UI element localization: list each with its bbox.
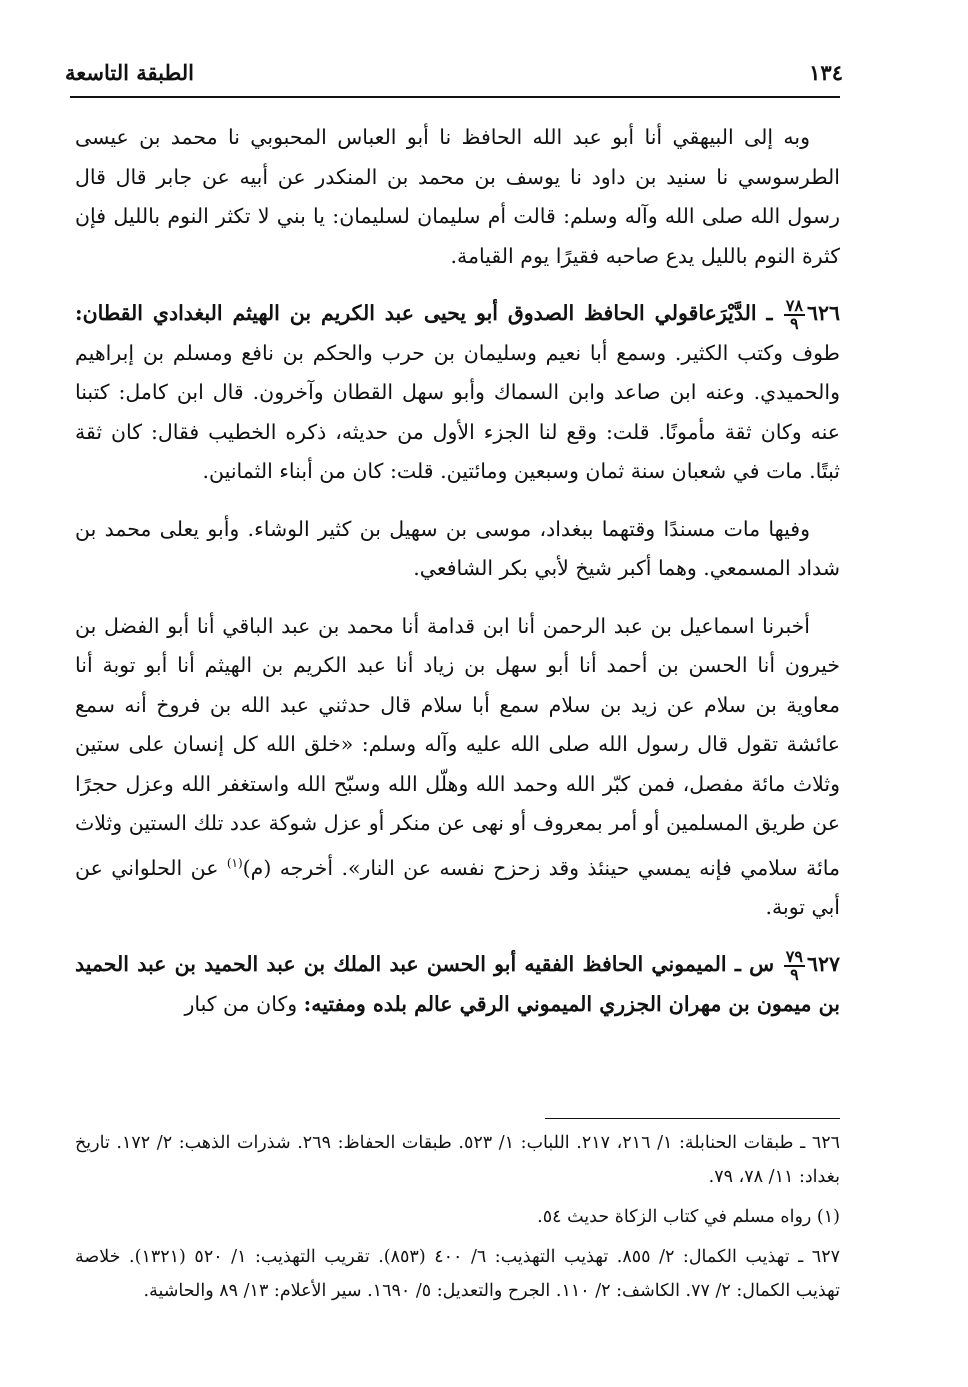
entry-626-text: طوف وكتب الكثير. وسمع أبا نعيم وسليمان بن حرب والحكم بن نافع ومسلم بن إبراهيم والحميدي. وعنه ابن صاعد وابن السماك وأبو سهل القطان وآخرون. قال ابن كامل: كتبنا عنه وكان ثقة مأمونًا. قلت: وقع لنا الجزء الأول من حديثه، ذكره الخطيب فقال: كان ثقة ثبتًا. مات في شعبان سنة ثمان وسبعين ومائتين. قلت: كان من أبناء الثمانين. [75, 340, 840, 483]
fraction-denominator: ٩ [790, 964, 799, 984]
footnote-1: (١) رواه مسلم في كتاب الزكاة حديث ٥٤. [537, 1207, 840, 1227]
page-header [65, 52, 843, 92]
footnote-marker: (١) [226, 855, 243, 870]
footnote-627: ٦٢٧ ـ تهذيب الكمال: ٢/ ٨٥٥. تهذيب التهذيب: ٦/ ٤٠٠ (٨٥٣). تقريب التهذيب: ١/ ٥٢٠ (١٣٢١). خلاصة تهذيب الكمال: ٢/ ٧٧. الكاشف: ٢/ ١١٠. الجرح والتعديل: ٥/ ١٦٩٠. سير الأعلام: ١٣/ ٨٩ والحاشية. [75, 1247, 840, 1301]
entry-627-text: وكان من كبار [184, 991, 298, 1016]
paragraph-hadith-aisha [75, 607, 840, 928]
page-number: ١٣٤ [809, 59, 843, 85]
footnote-divider [545, 1118, 840, 1119]
entry-626-number: ٦٢٦ [806, 301, 840, 325]
fraction-numerator: ٧٨ [785, 295, 803, 315]
entry-627-heading: س ـ الميموني الحافظ الفقيه أبو الحسن عبد الملك بن عبد الحميد بن عبد الحميد بن ميمون بن مهران الجزري الميموني الرقي عالم بلده ومفتيه: [75, 952, 840, 1016]
paragraph-deaths: وفيها مات مسندًا وقتهما ببغداد، موسى بن سهيل بن كثير الوشاء. وأبو يعلى محمد بن شداد المسمعي. وهما أكبر شيخ لأبي بكر الشافعي. [75, 516, 840, 580]
hadith-aisha-text: أخبرنا اسماعيل بن عبد الرحمن أنا ابن قدامة أنا محمد بن عبد الباقي أنا أبو الفضل بن خيرون أنا الحسن بن أحمد أنا أبو سهل بن زياد أنا عبد الكريم بن الهيثم أنا أبو توبة أنا معاوية بن سلام عن زيد بن سلام سمع أبا سلام قال حدثني عبد الله بن فروخ أنه سمع عائشة تقول قال رسول الله صلى الله عليه وآله وسلم: «خلق الله كل إنسان على ستين وثلاث مائة مفصل، فمن كبّر الله وحمد الله وهلّل الله وسبّح الله واستغفر الله وعزل حجرًا عن طريق المسلمين أو أمر بمعروف أو نهى عن منكر أو عزل شوكة عدد تلك الستين وثلاث مائة سلامي فإنه يمسي حينئذ وقد زحزح نفسه عن النار». أخرجه (م) [75, 613, 840, 880]
entry-627-number: ٦٢٧ [806, 952, 840, 977]
entry-626-fraction [784, 295, 805, 333]
entry-627-fraction [784, 946, 805, 984]
fraction-numerator: ٧٩ [785, 946, 803, 966]
header-divider [70, 96, 840, 98]
entry-627 [75, 945, 840, 1024]
fraction-denominator: ٩ [790, 313, 799, 333]
hadith-aisha-tail: عن الحلواني عن أبي توبة. [75, 855, 840, 919]
section-title: الطبقة التاسعة [65, 59, 194, 85]
footnote-626: ٦٢٦ ـ طبقات الحنابلة: ١/ ٢١٦، ٢١٧. اللباب: ١/ ٥٢٣. طبقات الحفاظ: ٢٦٩. شذرات الذهب: ٢/ ١٧٢. تاريخ بغداد: ١١/ ٧٨، ٧٩. [75, 1133, 841, 1187]
main-text [75, 118, 840, 1042]
footnotes [75, 1126, 840, 1314]
paragraph-hadith-bayhaqi: وبه إلى البيهقي أنا أبو عبد الله الحافظ نا أبو العباس المحبوبي نا محمد بن عيسى الطرسوسي نا سنيد بن داود نا يوسف بن محمد بن المنكدر عن أبيه عن جابر قال قال رسول الله صلى الله وآله وسلم: قالت أم سليمان لسليمان: يا بني لا تكثر النوم بالليل فإن كثرة النوم بالليل يدع صاحبه فقيرًا يوم القيامة. [75, 125, 840, 268]
entry-626-heading: ـ الدَّيْرَعاقولي الحافظ الصدوق أبو يحيى عبد الكريم بن الهيثم البغدادي القطان: [75, 301, 773, 325]
entry-626 [75, 294, 840, 492]
